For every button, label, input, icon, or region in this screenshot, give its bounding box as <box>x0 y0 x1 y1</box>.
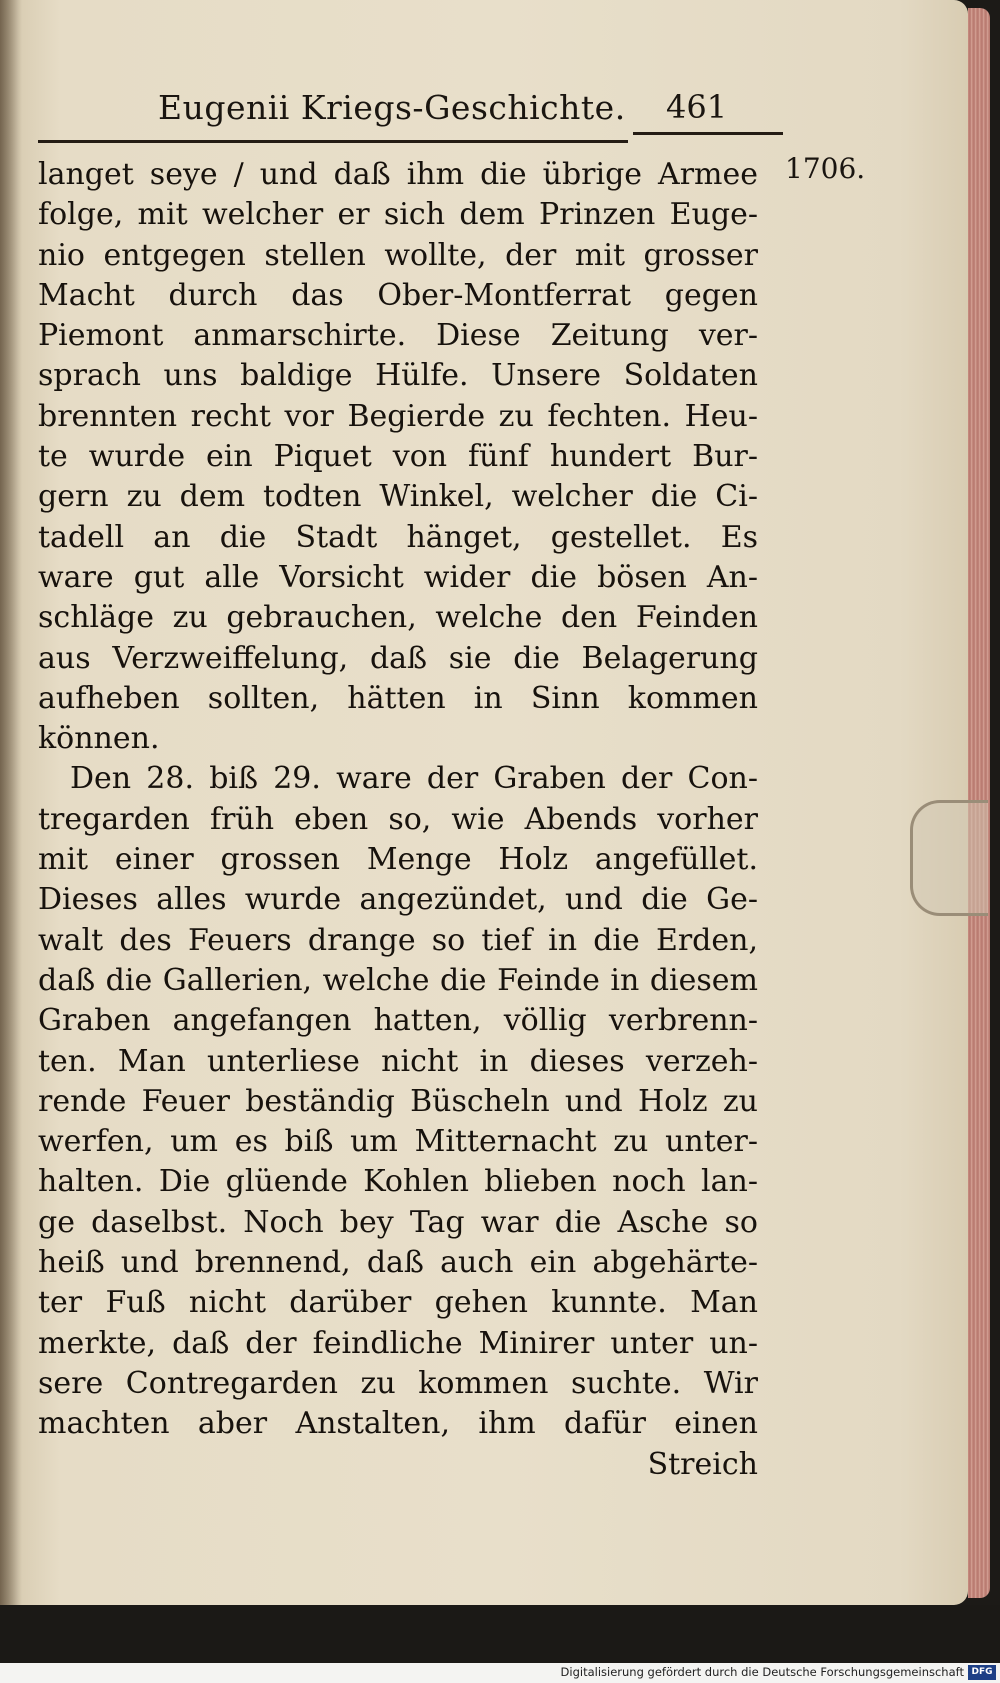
text-line: sprach uns baldige Hülfe. Unsere Soldaten <box>38 358 758 394</box>
text-line: Dieses alles wurde angezündet, und die Ge- <box>38 882 758 918</box>
text-line: werfen, um es biß um Mitternacht zu unter- <box>38 1124 758 1160</box>
text-line: mit einer grossen Menge Holz angefüllet. <box>38 842 758 878</box>
text-line: gern zu dem todten Winkel, welcher die Ci- <box>38 479 758 515</box>
body-text <box>38 155 758 1485</box>
text-line: ter Fuß nicht darüber gehen kunnte. Man <box>38 1285 758 1321</box>
page-clip <box>910 800 988 916</box>
text-line: te wurde ein Piquet von fünf hundert Bur- <box>38 439 758 475</box>
text-line: rende Feuer beständig Büscheln und Holz zu <box>38 1083 758 1119</box>
text-line: Graben angefangen hatten, völlig verbrenn- <box>38 1003 758 1039</box>
text-line: tadell an die Stadt hänget, gestellet. Es <box>38 519 758 555</box>
text-line: schläge zu gebrauchen, welche den Feinden <box>38 600 758 636</box>
margin-year-note: 1706. <box>785 152 866 185</box>
text-line: tregarden früh eben so, wie Abends vorher <box>38 801 758 837</box>
text-line: aufheben sollten, hätten in Sinn kommen <box>38 680 758 716</box>
text-line: können. <box>38 721 160 757</box>
text-line: langet seye / und daß ihm die übrige Armee <box>38 157 758 192</box>
funding-credit: Digitalisierung gefördert durch die Deutsche Forschungsgemeinschaft <box>560 1665 964 1679</box>
text-line: nio entgegen stellen wollte, der mit grosser <box>38 237 758 273</box>
text-line: daß die Gallerien, welche die Feinde in diesem <box>38 962 758 998</box>
header-rule-right <box>633 132 783 135</box>
text-line: walt des Feuers drange so tief in die Erden, <box>38 922 758 958</box>
catchword: Streich <box>647 1446 758 1482</box>
text-line: merkte, daß der feindliche Minirer unter un- <box>38 1325 758 1361</box>
text-line: Piemont anmarschirte. Diese Zeitung ver- <box>38 318 758 354</box>
text-line: folge, mit welcher er sich dem Prinzen Euge- <box>38 197 758 233</box>
page-header <box>38 88 758 150</box>
text-line: halten. Die glüende Kohlen blieben noch lan- <box>38 1164 758 1200</box>
text-line: aus Verzweiffelung, daß sie die Belagerung <box>38 640 758 676</box>
page-number: 461 <box>666 88 728 126</box>
text-line: Macht durch das Ober-Montferrat gegen <box>38 277 758 313</box>
dfg-logo: DFG <box>968 1665 996 1680</box>
text-line: ge daselbst. Noch bey Tag war die Asche so <box>38 1204 758 1240</box>
text-line: machten aber Anstalten, ihm dafür einen <box>38 1406 758 1442</box>
gutter-shadow <box>0 0 22 1605</box>
running-title: Eugenii Kriegs-Geschichte. <box>158 88 626 127</box>
text-line: ware gut alle Vorsicht wider die bösen An- <box>38 559 758 595</box>
text-line: heiß und brennend, daß auch ein abgehärte- <box>38 1245 758 1281</box>
text-line: ten. Man unterliese nicht in dieses verzeh- <box>38 1043 758 1079</box>
text-line: brennten recht vor Begierde zu fechten. Heu- <box>38 398 758 434</box>
text-line: sere Contregarden zu kommen suchte. Wir <box>38 1365 758 1401</box>
header-rule <box>38 140 628 143</box>
paragraph-start-line: Den 28. biß 29. ware der Graben der Con- <box>70 761 758 797</box>
